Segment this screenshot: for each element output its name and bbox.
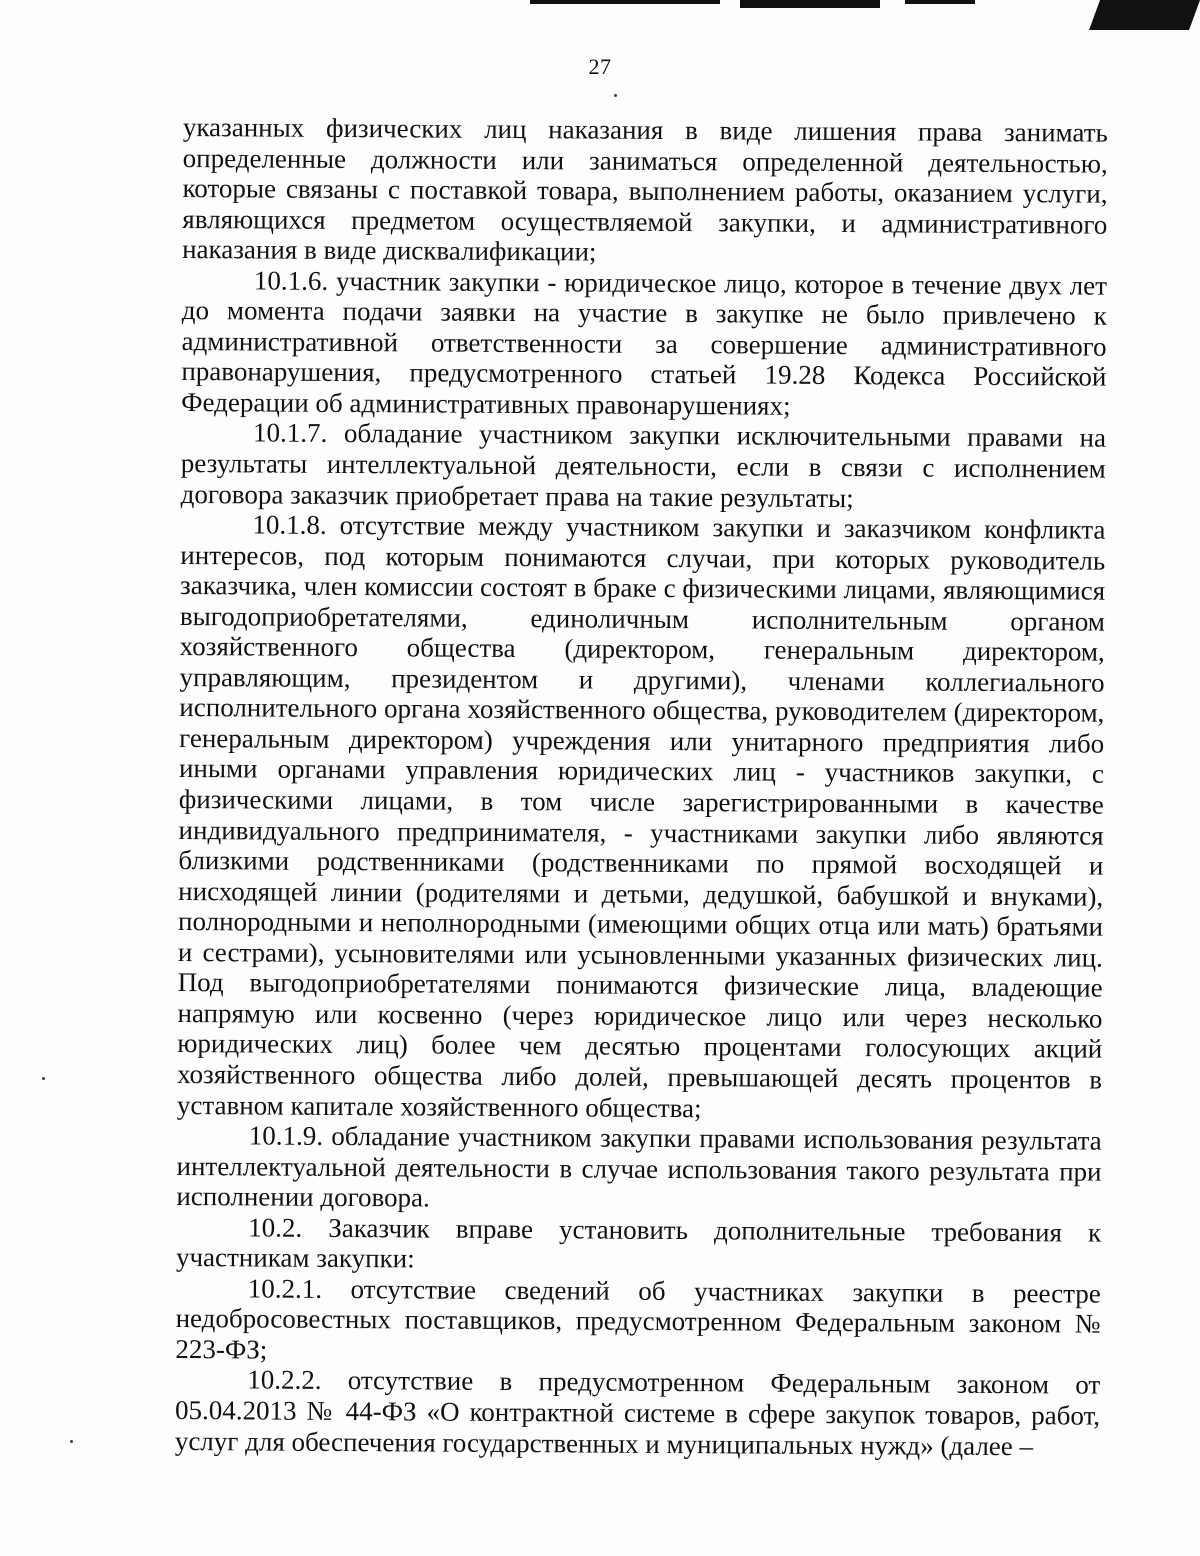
scan-speck: [42, 1077, 45, 1080]
paragraph-continuation: указанных физических лиц наказания в виде лишения права занимать определенные должности или заниматься определенной деятельностью, которые связаны с поставкой товара, выполнением работы, оказанием услуги, являющихся предметом осуществляемой закупки, и административного наказания в виде дисквалификации;: [182, 112, 1108, 267]
paragraph-10-1-7: 10.1.7. обладание участником закупки исключительными правами на результаты интеллектуальной деятельности, если в связи с исполнением договора заказчик приобретает права на такие результаты;: [180, 417, 1107, 513]
document-body: [175, 112, 1108, 1462]
paragraph-10-2-1: 10.2.1. отсутствие сведений об участниках закупки в реестре недобросовестных поставщиков, предусмотренном Федеральным законом № 223-ФЗ;: [175, 1273, 1101, 1365]
paragraph-10-2: 10.2. Заказчик вправе установить дополнительные требования к участникам закупки:: [175, 1212, 1102, 1274]
scan-edge-mark: [530, 0, 720, 4]
scan-edge-mark: [905, 0, 975, 4]
paragraph-10-1-8: 10.1.8. отсутствие между участником закупки и заказчиком конфликта интересов, под которым понимаются случаи, при которых руководитель заказчика, член комиссии состоят в браке с физическими лицами, являющимися выгодоприобретателями, единоличным исполнительным органом хозяйственного общества (директором, генеральным директором, управляющим, президентом и другими), членами коллегиального исполнительного органа хозяйственного общества, руководителем (директором, генеральным директором) учреждения или унитарного предприятия либо иными органами управления юридических лиц - участников закупки, с физическими лицами, в том числе зарегистрированными в качестве индивидуального предпринимателя, - участниками закупки либо являются близкими родственниками (родственниками по прямой восходящей и нисходящей линии (родителями и детьми, дедушкой, бабушкой и внуками), полнородными и неполнородными (имеющими общих отца или мать) братьями и сестрами), усыновителями или усыновленными указанных физических лиц. Под выгодоприобретателями понимаются физические лица, владеющие напрямую или косвенно (через юридическое лицо или через несколько юридических лиц) более чем десятью процентами голосующих акций хозяйственного общества либо долей, превышающей десять процентов в уставном капитале хозяйственного общества;: [176, 509, 1106, 1123]
paragraph-10-1-9: 10.1.9. обладание участником закупки правами использования результата интеллектуальной деятельности в случае использования такого результата при исполнении договора.: [176, 1120, 1102, 1213]
paragraph-10-1-6: 10.1.6. участник закупки - юридическое лицо, которое в течение двух лет до момента подачи заявки на участие в закупке не было привлечено к административной ответственности за совершение административного правонарушения, предусмотренного статьей 19.28 Кодекса Российской Федерации об административных правонарушениях;: [181, 265, 1108, 421]
scan-edge-mark: [740, 0, 880, 8]
scan-speck: [614, 94, 617, 97]
paragraph-10-2-2: 10.2.2. отсутствие в предусмотренном Федеральным законом от 05.04.2013 № 44-ФЗ «О контрактной системе в сфере закупок товаров, работ, услуг для обеспечения государственных и муниципальных нужд» (далее –: [174, 1364, 1101, 1461]
page-number: 27: [588, 54, 612, 79]
scan-speck: [70, 1440, 73, 1443]
scan-edge-mark: [1089, 0, 1200, 30]
